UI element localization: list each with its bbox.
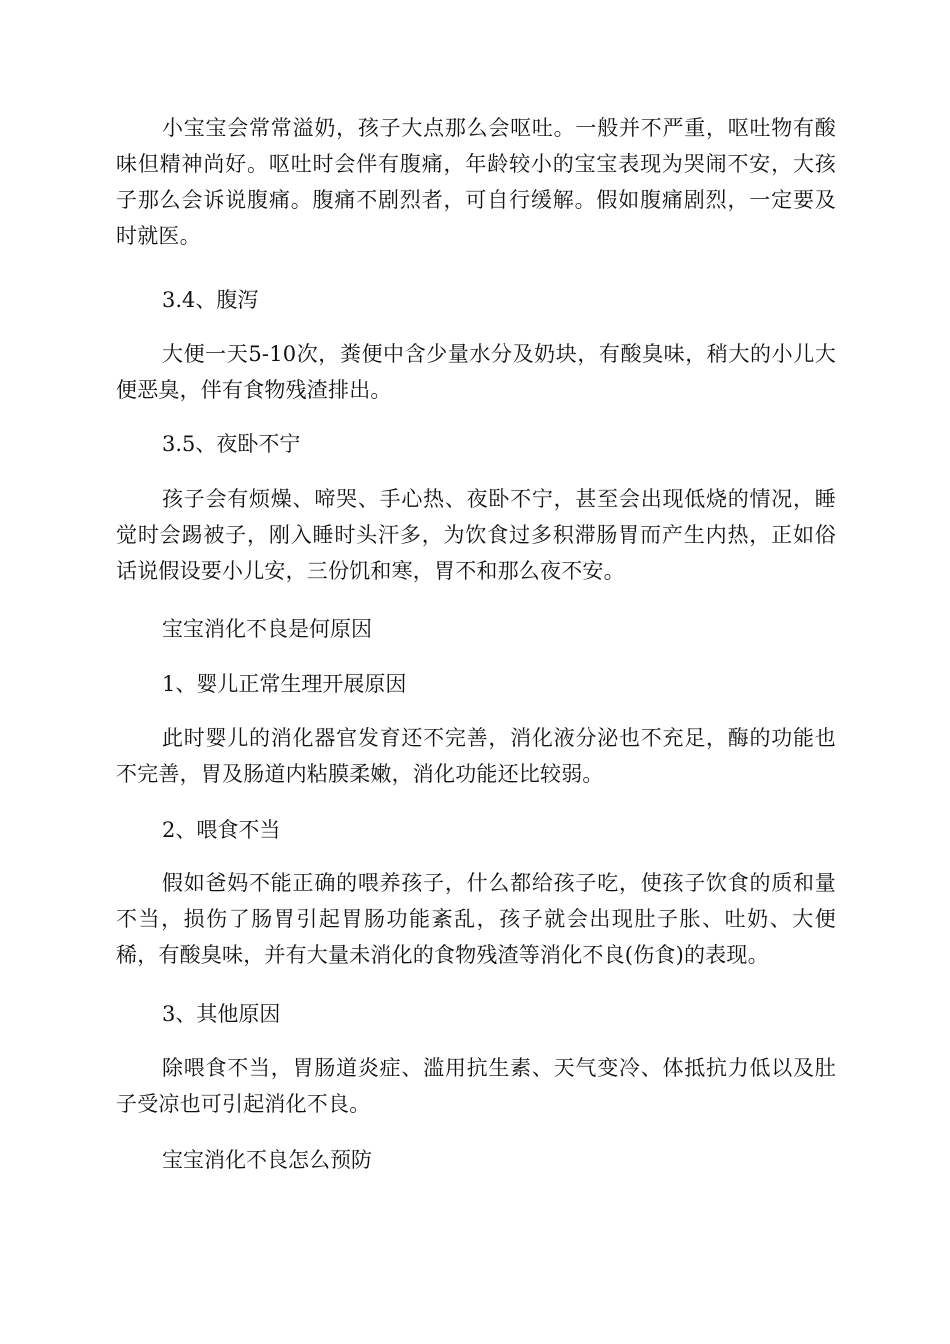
paragraph-cause-2: 假如爸妈不能正确的喂养孩子，什么都给孩子吃，使孩子饮食的质和量不当，损伤了肠胃引起胃肠功能紊乱，孩子就会出现肚子胀、吐奶、大便稀，有酸臭味，并有大量未消化的食物残渣等消化不良(伤食)的表现。 bbox=[116, 871, 836, 967]
heading-cause-2: 2、喂食不当 bbox=[162, 818, 281, 842]
heading-cause-3: 3、其他原因 bbox=[162, 1002, 281, 1026]
paragraph-restless-night: 孩子会有烦燥、啼哭、手心热、夜卧不宁，甚至会出现低烧的情况，睡觉时会踢被子，刚入睡时头汗多，为饮食过多积滞肠胃而产生内热，正如俗话说假设要小儿安，三份饥和寒，胃不和那么夜不安。 bbox=[116, 487, 836, 583]
paragraph-cause-1: 此时婴儿的消化器官发育还不完善，消化液分泌也不充足，酶的功能也不完善，胃及肠道内粘膜柔嫩，消化功能还比较弱。 bbox=[116, 726, 836, 786]
heading-prevention: 宝宝消化不良怎么预防 bbox=[162, 1148, 372, 1172]
heading-cause-1: 1、婴儿正常生理开展原因 bbox=[162, 672, 407, 696]
heading-causes: 宝宝消化不良是何原因 bbox=[162, 617, 372, 641]
heading-diarrhea: 3.4、腹泻 bbox=[162, 288, 259, 312]
paragraph-cause-3: 除喂食不当，胃肠道炎症、滥用抗生素、天气变冷、体抵抗力低以及肚子受凉也可引起消化不良。 bbox=[116, 1056, 836, 1116]
paragraph-diarrhea: 大便一天5-10次，粪便中含少量水分及奶块，有酸臭味，稍大的小儿大便恶臭，伴有食物残渣排出。 bbox=[116, 342, 836, 402]
heading-restless-night: 3.5、夜卧不宁 bbox=[162, 432, 301, 456]
paragraph-vomiting: 小宝宝会常常溢奶，孩子大点那么会呕吐。一般并不严重，呕吐物有酸味但精神尚好。呕吐时会伴有腹痛，年龄较小的宝宝表现为哭闹不安，大孩子那么会诉说腹痛。腹痛不剧烈者，可自行缓解。假如腹痛剧烈，一定要及时就医。 bbox=[116, 116, 836, 248]
